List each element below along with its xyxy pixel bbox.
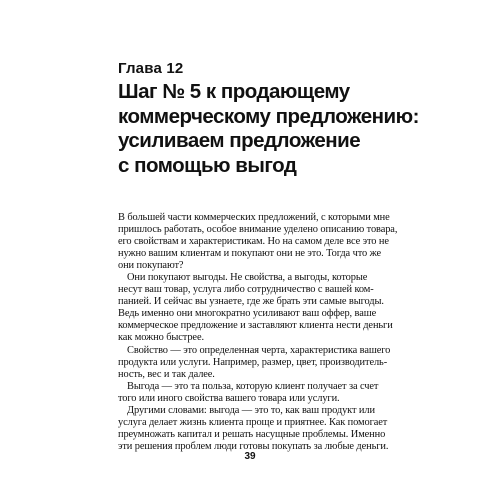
- body-line: Выгода — это та польза, которую клиент получает за счет: [127, 380, 379, 392]
- body-line: его свойствам и характеристикам. Но на самом деле все это не: [118, 236, 389, 248]
- chapter-title-line: усиливаем предложение: [118, 129, 361, 152]
- body-line: коммерческое предложение и заставляют клиента нести деньги: [118, 320, 393, 332]
- body-line: Ведь именно они многократно усиливают ваш оффер, ваше: [118, 308, 377, 320]
- chapter-label: Глава 12: [118, 60, 184, 77]
- body-line: как можно быстрее.: [118, 332, 204, 344]
- body-line: панией. И сейчас вы узнаете, где же брать эти самые выгоды.: [118, 296, 384, 308]
- body-line: Они покупают выгоды. Не свойства, а выгоды, которые: [127, 272, 368, 284]
- body-line: услуга делает жизнь клиента проще и приятнее. Как помогает: [118, 416, 388, 428]
- body-line: нужно вашим клиентам и покупают они не это. Тогда что же: [118, 248, 382, 260]
- chapter-title-line: коммерческому предложению:: [118, 104, 419, 128]
- page-number: 39: [244, 451, 256, 462]
- body-text: [118, 212, 398, 453]
- chapter-title: [118, 80, 418, 178]
- body-line: ность, вес и так далее.: [118, 368, 215, 380]
- body-line: преумножать капитал и решать насущные проблемы. Именно: [118, 428, 386, 440]
- body-line: того или иного свойства вашего товара или услуги.: [118, 392, 340, 404]
- body-line: пришлось работать, особое внимание уделено описанию товара,: [118, 224, 398, 236]
- body-line: Другими словами: выгода — это то, как ваш продукт или: [127, 404, 375, 416]
- body-line: эти решения проблем люди готовы покупать за любые деньги.: [118, 440, 389, 452]
- body-line: В большей части коммерческих предложений, с которыми мне: [118, 212, 390, 223]
- body-line: Свойство — это определенная черта, характеристика вашего: [127, 344, 391, 356]
- body-line: несут ваш товар, услуга либо сотрудничество с вашей ком-: [118, 284, 374, 296]
- chapter-title-line: Шаг № 5 к продающему: [118, 80, 350, 103]
- body-line: они покупают?: [118, 260, 184, 272]
- body-line: продукта или услуги. Например, размер, цвет, производитель-: [118, 356, 388, 368]
- chapter-title-line: с помощью выгод: [118, 153, 297, 177]
